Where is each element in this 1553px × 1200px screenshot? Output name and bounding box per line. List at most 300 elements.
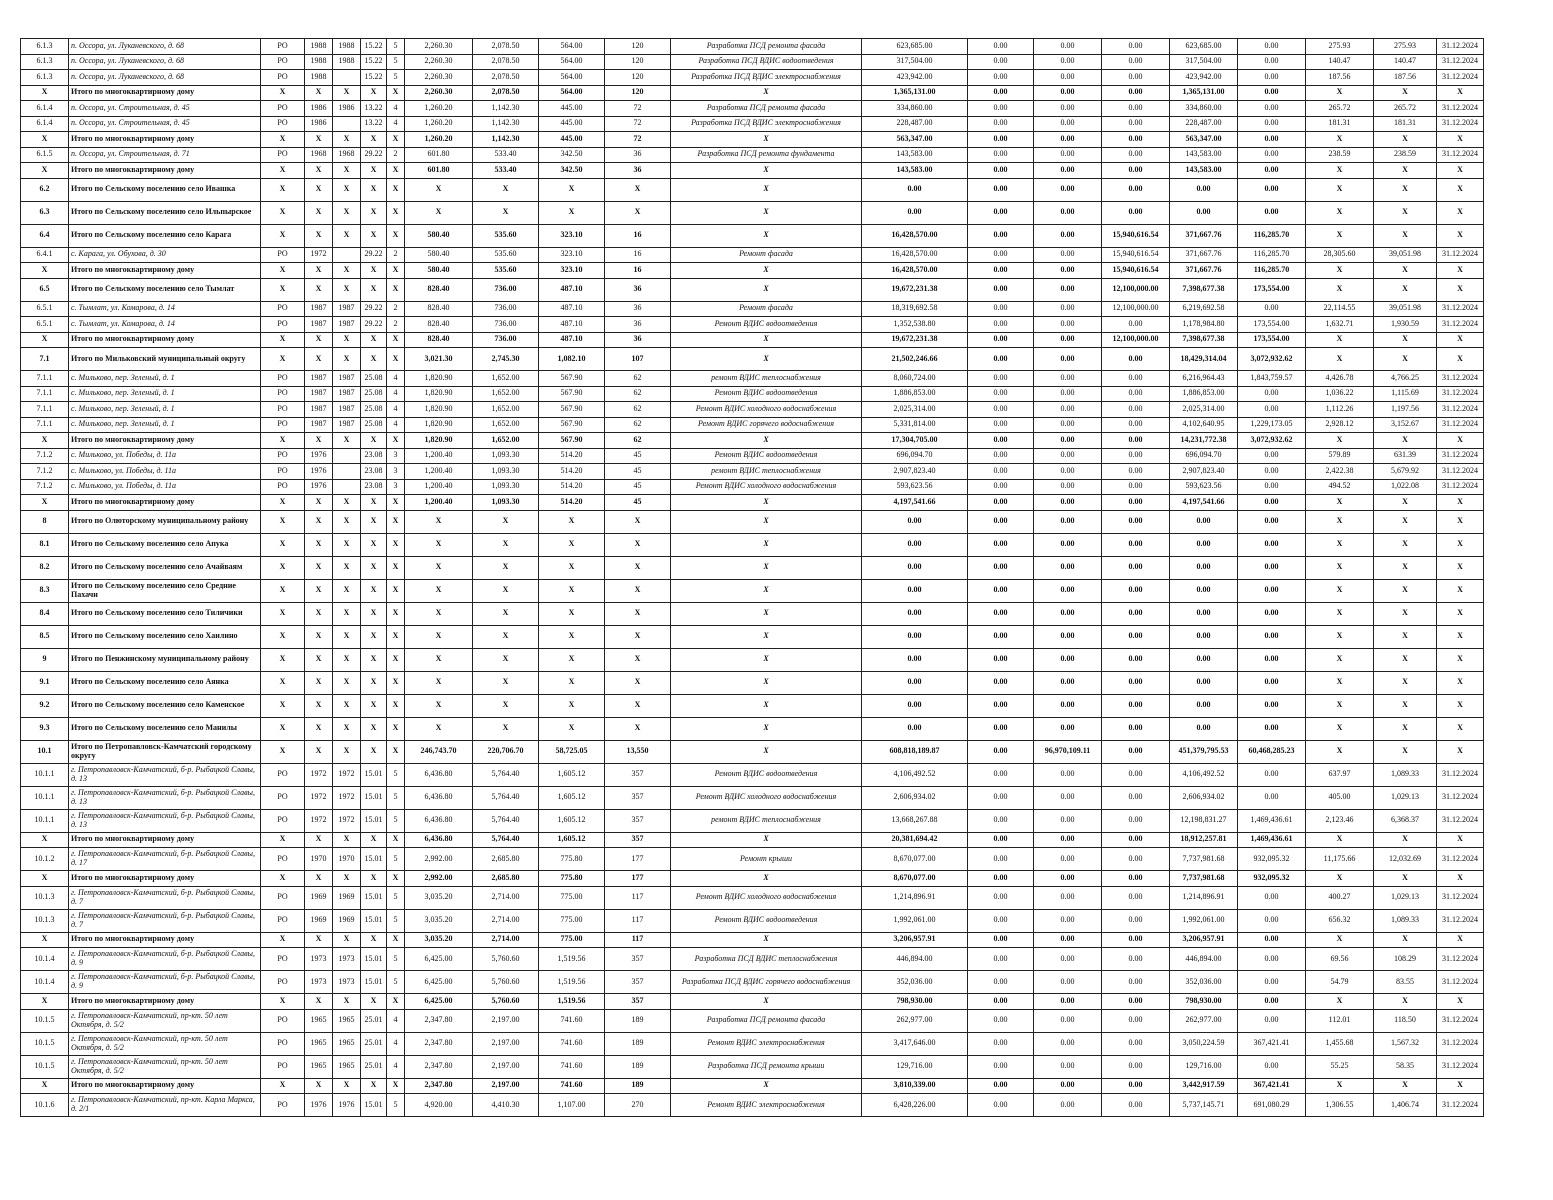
cell-floors: Х — [387, 648, 405, 671]
cell-completion-date: 31.12.2024 — [1437, 39, 1484, 55]
cell-wear-percent: Х — [361, 694, 387, 717]
cell-max-unit-cost: Х — [1374, 163, 1437, 179]
cell-federal-funds: 0.00 — [968, 909, 1034, 932]
cell-common-area: 323.10 — [539, 247, 605, 263]
cell-wear-percent: Х — [361, 648, 387, 671]
cell-unit-cost: Х — [1306, 263, 1374, 279]
cell-municipal-funds: 0.00 — [1102, 886, 1170, 909]
cell-floors: Х — [387, 263, 405, 279]
cell-max-unit-cost: 1,029.13 — [1374, 786, 1437, 809]
cell-status: Х — [261, 871, 305, 887]
cell-federal-funds: 0.00 — [968, 848, 1034, 871]
cell-address: г. Петропавловск-Камчатский, б-р. Рыбацкой Славы, д. 9 — [69, 948, 261, 971]
cell-floors: Х — [387, 224, 405, 247]
cell-residents: 120 — [605, 70, 671, 86]
cell-fund-funds: 1,886,853.00 — [1170, 386, 1238, 402]
subtotal-row — [21, 495, 1484, 511]
cell-fund-funds: 7,737,981.68 — [1170, 871, 1238, 887]
cell-federal-funds: 0.00 — [968, 1055, 1034, 1078]
cell-regional-funds: 0.00 — [1034, 278, 1102, 301]
cell-fund-funds: 6,216,964.43 — [1170, 371, 1238, 387]
cell-completion-date: Х — [1437, 163, 1484, 179]
cell-residents: 120 — [605, 85, 671, 101]
cell-floors: 4 — [387, 417, 405, 433]
subtotal-row — [21, 132, 1484, 148]
subtotal-row — [21, 648, 1484, 671]
cell-total-area: Х — [405, 648, 473, 671]
cell-municipal-funds: 0.00 — [1102, 848, 1170, 871]
cell-row-number: 6.3 — [21, 201, 69, 224]
cell-total-area: 828.40 — [405, 317, 473, 333]
cell-residents: 72 — [605, 132, 671, 148]
cell-total-cost: 593,623.56 — [862, 479, 968, 495]
cell-floors: Х — [387, 1078, 405, 1094]
cell-total-area: 1,820.90 — [405, 417, 473, 433]
cell-wear-percent: Х — [361, 994, 387, 1010]
cell-regional-funds: 0.00 — [1034, 648, 1102, 671]
cell-regional-funds: 0.00 — [1034, 132, 1102, 148]
cell-completion-date: Х — [1437, 510, 1484, 533]
cell-municipal-funds: 0.00 — [1102, 763, 1170, 786]
cell-work-type: Х — [671, 533, 862, 556]
table-row — [21, 147, 1484, 163]
cell-floors: 5 — [387, 909, 405, 932]
cell-federal-funds: 0.00 — [968, 1078, 1034, 1094]
cell-year-commissioned: 1972 — [333, 763, 361, 786]
cell-address: г. Петропавловск-Камчатский, б-р. Рыбацкой Славы, д. 7 — [69, 886, 261, 909]
cell-floors: 3 — [387, 464, 405, 480]
cell-total-cost: 4,197,541.66 — [862, 495, 968, 511]
cell-total-cost: 0.00 — [862, 579, 968, 602]
cell-municipal-funds: 0.00 — [1102, 402, 1170, 418]
cell-year-commissioned: Х — [333, 224, 361, 247]
cell-federal-funds: 0.00 — [968, 1032, 1034, 1055]
cell-status: РО — [261, 386, 305, 402]
cell-common-area: 323.10 — [539, 224, 605, 247]
cell-address: Итого по Сельскому поселению село Тиличики — [69, 602, 261, 625]
cell-total-area: 2,260.30 — [405, 85, 473, 101]
cell-year-commissioned: 1987 — [333, 371, 361, 387]
cell-municipal-funds: 0.00 — [1102, 809, 1170, 832]
cell-year-built: Х — [305, 533, 333, 556]
cell-year-built: 1972 — [305, 786, 333, 809]
cell-floors: Х — [387, 495, 405, 511]
cell-federal-funds: 0.00 — [968, 54, 1034, 70]
cell-wear-percent: Х — [361, 932, 387, 948]
cell-year-commissioned: 1987 — [333, 386, 361, 402]
cell-total-area: Х — [405, 602, 473, 625]
cell-owner-funds: 0.00 — [1238, 763, 1306, 786]
cell-total-cost: 8,670,077.00 — [862, 848, 968, 871]
cell-municipal-funds: 0.00 — [1102, 178, 1170, 201]
cell-unit-cost: Х — [1306, 740, 1374, 763]
cell-owner-funds: 116,285.70 — [1238, 224, 1306, 247]
cell-federal-funds: 0.00 — [968, 763, 1034, 786]
cell-municipal-funds: 0.00 — [1102, 694, 1170, 717]
cell-floors: 2 — [387, 247, 405, 263]
cell-year-commissioned — [333, 464, 361, 480]
cell-living-area: 2,197.00 — [473, 1009, 539, 1032]
cell-owner-funds: 0.00 — [1238, 402, 1306, 418]
cell-status: РО — [261, 417, 305, 433]
cell-living-area: 2,197.00 — [473, 1032, 539, 1055]
cell-status: Х — [261, 579, 305, 602]
cell-living-area: 2,714.00 — [473, 886, 539, 909]
cell-living-area: 1,093.30 — [473, 479, 539, 495]
cell-wear-percent: 23.08 — [361, 479, 387, 495]
cell-residents: Х — [605, 717, 671, 740]
cell-total-cost: 563,347.00 — [862, 132, 968, 148]
cell-completion-date: Х — [1437, 278, 1484, 301]
cell-unit-cost: 181.31 — [1306, 116, 1374, 132]
cell-regional-funds: 0.00 — [1034, 671, 1102, 694]
cell-total-area: 3,035.20 — [405, 932, 473, 948]
table-row — [21, 909, 1484, 932]
cell-year-commissioned: Х — [333, 278, 361, 301]
cell-address: с. Мильково, ул. Победы, д. 11а — [69, 464, 261, 480]
cell-work-type: Разработка ПСД ремонта фасада — [671, 101, 862, 117]
cell-common-area: 1,605.12 — [539, 809, 605, 832]
cell-year-commissioned: Х — [333, 648, 361, 671]
cell-year-built: Х — [305, 263, 333, 279]
cell-total-cost: 16,428,570.00 — [862, 263, 968, 279]
cell-completion-date: Х — [1437, 348, 1484, 371]
table-row — [21, 848, 1484, 871]
cell-common-area: Х — [539, 648, 605, 671]
cell-living-area: 1,652.00 — [473, 417, 539, 433]
cell-total-area: 601.80 — [405, 147, 473, 163]
cell-living-area: 736.00 — [473, 317, 539, 333]
cell-regional-funds: 0.00 — [1034, 332, 1102, 348]
cell-max-unit-cost: 1,089.33 — [1374, 909, 1437, 932]
cell-row-number: 9 — [21, 648, 69, 671]
cell-unit-cost: Х — [1306, 871, 1374, 887]
cell-floors: 5 — [387, 39, 405, 55]
cell-year-commissioned: 1965 — [333, 1009, 361, 1032]
cell-max-unit-cost: Х — [1374, 332, 1437, 348]
cell-status: РО — [261, 247, 305, 263]
cell-year-commissioned: Х — [333, 85, 361, 101]
cell-common-area: 567.90 — [539, 386, 605, 402]
cell-wear-percent: Х — [361, 602, 387, 625]
subtotal-row — [21, 694, 1484, 717]
cell-federal-funds: 0.00 — [968, 301, 1034, 317]
cell-municipal-funds: 0.00 — [1102, 909, 1170, 932]
cell-total-area: 6,436.80 — [405, 832, 473, 848]
cell-address: Итого по многоквартирному дому — [69, 871, 261, 887]
cell-total-area: 2,992.00 — [405, 848, 473, 871]
cell-completion-date: 31.12.2024 — [1437, 886, 1484, 909]
cell-total-area: Х — [405, 201, 473, 224]
cell-floors: Х — [387, 510, 405, 533]
cell-row-number: 10.1.3 — [21, 909, 69, 932]
cell-total-area: 1,200.40 — [405, 495, 473, 511]
table-row — [21, 1009, 1484, 1032]
cell-work-type: Х — [671, 994, 862, 1010]
cell-total-area: 2,260.30 — [405, 54, 473, 70]
subtotal-row — [21, 717, 1484, 740]
cell-address: с. Мильково, ул. Победы, д. 11а — [69, 479, 261, 495]
cell-total-cost: 1,886,853.00 — [862, 386, 968, 402]
cell-year-commissioned: Х — [333, 533, 361, 556]
cell-address: п. Оссора, ул. Луканевского, д. 68 — [69, 70, 261, 86]
cell-address: Итого по многоквартирному дому — [69, 433, 261, 449]
cell-work-type: Ремонт ВДИС горячего водоснабжения — [671, 417, 862, 433]
cell-regional-funds: 0.00 — [1034, 54, 1102, 70]
cell-owner-funds: 691,080.29 — [1238, 1094, 1306, 1117]
cell-owner-funds: 0.00 — [1238, 39, 1306, 55]
cell-total-area: 3,035.20 — [405, 886, 473, 909]
cell-floors: 5 — [387, 763, 405, 786]
cell-unit-cost: Х — [1306, 533, 1374, 556]
cell-year-commissioned — [333, 70, 361, 86]
cell-status: Х — [261, 510, 305, 533]
cell-completion-date: Х — [1437, 201, 1484, 224]
cell-max-unit-cost: Х — [1374, 495, 1437, 511]
cell-completion-date: 31.12.2024 — [1437, 464, 1484, 480]
cell-completion-date: Х — [1437, 224, 1484, 247]
cell-address: Итого по Сельскому поселению село Аянка — [69, 671, 261, 694]
cell-residents: 36 — [605, 147, 671, 163]
cell-year-built: Х — [305, 495, 333, 511]
cell-unit-cost: Х — [1306, 163, 1374, 179]
cell-municipal-funds: 0.00 — [1102, 386, 1170, 402]
cell-regional-funds: 0.00 — [1034, 717, 1102, 740]
cell-floors: Х — [387, 740, 405, 763]
cell-unit-cost: 1,455.68 — [1306, 1032, 1374, 1055]
cell-completion-date: 31.12.2024 — [1437, 809, 1484, 832]
cell-residents: 117 — [605, 886, 671, 909]
cell-regional-funds: 0.00 — [1034, 1094, 1102, 1117]
cell-work-type: Ремонт ВДИС водоотведения — [671, 763, 862, 786]
cell-floors: Х — [387, 871, 405, 887]
cell-wear-percent: Х — [361, 740, 387, 763]
cell-total-area: 601.80 — [405, 163, 473, 179]
cell-completion-date: 31.12.2024 — [1437, 116, 1484, 132]
cell-common-area: 564.00 — [539, 54, 605, 70]
cell-municipal-funds: 0.00 — [1102, 948, 1170, 971]
cell-completion-date: Х — [1437, 1078, 1484, 1094]
cell-wear-percent: 15.22 — [361, 54, 387, 70]
cell-status: РО — [261, 39, 305, 55]
cell-completion-date: 31.12.2024 — [1437, 948, 1484, 971]
cell-address: с. Мильково, пер. Зеленый, д. 1 — [69, 386, 261, 402]
cell-federal-funds: 0.00 — [968, 263, 1034, 279]
cell-work-type: Х — [671, 510, 862, 533]
cell-residents: 62 — [605, 433, 671, 449]
cell-total-cost: 0.00 — [862, 510, 968, 533]
cell-regional-funds: 0.00 — [1034, 178, 1102, 201]
cell-work-type: Ремонт ВДИС водоотведения — [671, 909, 862, 932]
cell-year-commissioned: Х — [333, 740, 361, 763]
cell-total-area: 4,920.00 — [405, 1094, 473, 1117]
cell-common-area: 567.90 — [539, 417, 605, 433]
cell-completion-date: Х — [1437, 740, 1484, 763]
cell-unit-cost: Х — [1306, 1078, 1374, 1094]
cell-federal-funds: 0.00 — [968, 348, 1034, 371]
cell-common-area: Х — [539, 717, 605, 740]
cell-common-area: 775.80 — [539, 848, 605, 871]
cell-completion-date: Х — [1437, 871, 1484, 887]
cell-max-unit-cost: Х — [1374, 510, 1437, 533]
cell-total-area: 2,992.00 — [405, 871, 473, 887]
table-row — [21, 101, 1484, 117]
cell-row-number: 6.1.5 — [21, 147, 69, 163]
cell-year-built: Х — [305, 201, 333, 224]
cell-floors: 5 — [387, 848, 405, 871]
cell-max-unit-cost: 39,051.98 — [1374, 247, 1437, 263]
cell-year-built: Х — [305, 994, 333, 1010]
cell-floors: 4 — [387, 1009, 405, 1032]
cell-work-type: ремонт ВДИС теплоснабжения — [671, 809, 862, 832]
cell-regional-funds: 0.00 — [1034, 602, 1102, 625]
cell-row-number: Х — [21, 433, 69, 449]
cell-max-unit-cost: Х — [1374, 832, 1437, 848]
cell-regional-funds: 0.00 — [1034, 116, 1102, 132]
cell-common-area: 1,605.12 — [539, 763, 605, 786]
cell-regional-funds: 0.00 — [1034, 971, 1102, 994]
cell-floors: 4 — [387, 386, 405, 402]
cell-unit-cost: 637.97 — [1306, 763, 1374, 786]
cell-owner-funds: 116,285.70 — [1238, 247, 1306, 263]
cell-floors: 2 — [387, 147, 405, 163]
subtotal-row — [21, 871, 1484, 887]
cell-regional-funds: 0.00 — [1034, 871, 1102, 887]
cell-federal-funds: 0.00 — [968, 671, 1034, 694]
cell-floors: 5 — [387, 948, 405, 971]
cell-living-area: 1,652.00 — [473, 371, 539, 387]
cell-common-area: 445.00 — [539, 132, 605, 148]
cell-address: Итого по Сельскому поселению село Хаилино — [69, 625, 261, 648]
cell-row-number: 10.1.3 — [21, 886, 69, 909]
cell-status: Х — [261, 556, 305, 579]
cell-max-unit-cost: Х — [1374, 433, 1437, 449]
cell-year-commissioned: Х — [333, 510, 361, 533]
cell-total-cost: 5,331,814.00 — [862, 417, 968, 433]
cell-address: г. Петропавловск-Камчатский, пр-кт. 50 лет Октября, д. 5/2 — [69, 1009, 261, 1032]
cell-federal-funds: 0.00 — [968, 602, 1034, 625]
cell-completion-date: Х — [1437, 625, 1484, 648]
cell-total-area: 1,820.90 — [405, 402, 473, 418]
cell-living-area: 2,745.30 — [473, 348, 539, 371]
cell-floors: Х — [387, 832, 405, 848]
cell-unit-cost: 265.72 — [1306, 101, 1374, 117]
cell-status: РО — [261, 479, 305, 495]
cell-address: Итого по Пенжинскому муниципальному району — [69, 648, 261, 671]
cell-floors: Х — [387, 579, 405, 602]
cell-total-cost: 352,036.00 — [862, 971, 968, 994]
cell-residents: 177 — [605, 848, 671, 871]
cell-municipal-funds: 0.00 — [1102, 39, 1170, 55]
cell-federal-funds: 0.00 — [968, 1009, 1034, 1032]
cell-status: Х — [261, 348, 305, 371]
cell-year-built: Х — [305, 740, 333, 763]
cell-completion-date: Х — [1437, 717, 1484, 740]
cell-work-type: Разработка ПСД ремонта крыши — [671, 1055, 862, 1078]
table-row — [21, 886, 1484, 909]
cell-floors: Х — [387, 348, 405, 371]
cell-address: Итого по Олюторскому муниципальному району — [69, 510, 261, 533]
cell-municipal-funds: 0.00 — [1102, 101, 1170, 117]
cell-completion-date: Х — [1437, 556, 1484, 579]
cell-completion-date: 31.12.2024 — [1437, 909, 1484, 932]
cell-municipal-funds: 0.00 — [1102, 433, 1170, 449]
cell-completion-date: 31.12.2024 — [1437, 147, 1484, 163]
cell-year-built: 1987 — [305, 386, 333, 402]
cell-year-commissioned: 1970 — [333, 848, 361, 871]
subtotal-row — [21, 579, 1484, 602]
cell-living-area: 533.40 — [473, 147, 539, 163]
cell-work-type: Х — [671, 263, 862, 279]
cell-status: Х — [261, 332, 305, 348]
cell-year-built: 1965 — [305, 1032, 333, 1055]
cell-owner-funds: 0.00 — [1238, 201, 1306, 224]
cell-fund-funds: 0.00 — [1170, 648, 1238, 671]
cell-address: г. Петропавловск-Камчатский, б-р. Рыбацкой Славы, д. 9 — [69, 971, 261, 994]
cell-wear-percent: Х — [361, 332, 387, 348]
cell-total-cost: 446,894.00 — [862, 948, 968, 971]
cell-federal-funds: 0.00 — [968, 317, 1034, 333]
cell-federal-funds: 0.00 — [968, 332, 1034, 348]
cell-regional-funds: 0.00 — [1034, 510, 1102, 533]
cell-year-built: Х — [305, 625, 333, 648]
cell-address: Итого по многоквартирному дому — [69, 85, 261, 101]
cell-max-unit-cost: 181.31 — [1374, 116, 1437, 132]
cell-unit-cost: 55.25 — [1306, 1055, 1374, 1078]
cell-total-area: Х — [405, 579, 473, 602]
cell-common-area: 323.10 — [539, 263, 605, 279]
cell-year-commissioned: 1973 — [333, 948, 361, 971]
cell-common-area: 564.00 — [539, 39, 605, 55]
cell-fund-funds: 3,442,917.59 — [1170, 1078, 1238, 1094]
cell-common-area: Х — [539, 625, 605, 648]
cell-wear-percent: Х — [361, 163, 387, 179]
cell-work-type: Х — [671, 433, 862, 449]
cell-living-area: 2,685.80 — [473, 848, 539, 871]
table-row — [21, 70, 1484, 86]
cell-regional-funds: 0.00 — [1034, 763, 1102, 786]
cell-floors: 5 — [387, 809, 405, 832]
cell-owner-funds: 0.00 — [1238, 464, 1306, 480]
cell-address: Итого по Петропавловск-Камчатский городскому округу — [69, 740, 261, 763]
cell-completion-date: 31.12.2024 — [1437, 386, 1484, 402]
cell-max-unit-cost: Х — [1374, 694, 1437, 717]
cell-year-commissioned: Х — [333, 556, 361, 579]
cell-fund-funds: 228,487.00 — [1170, 116, 1238, 132]
cell-row-number: 7.1.2 — [21, 479, 69, 495]
cell-year-commissioned: 1965 — [333, 1055, 361, 1078]
capital-repair-table — [20, 38, 1484, 1117]
cell-completion-date: 31.12.2024 — [1437, 317, 1484, 333]
cell-status: Х — [261, 671, 305, 694]
cell-common-area: Х — [539, 510, 605, 533]
cell-completion-date: Х — [1437, 178, 1484, 201]
cell-wear-percent: Х — [361, 579, 387, 602]
cell-wear-percent: 25.01 — [361, 1055, 387, 1078]
cell-year-built: Х — [305, 717, 333, 740]
cell-unit-cost: Х — [1306, 579, 1374, 602]
cell-federal-funds: 0.00 — [968, 717, 1034, 740]
cell-year-commissioned: 1972 — [333, 786, 361, 809]
cell-total-cost: 2,606,934.02 — [862, 786, 968, 809]
cell-year-commissioned: 1988 — [333, 39, 361, 55]
cell-regional-funds: 0.00 — [1034, 948, 1102, 971]
cell-floors: Х — [387, 556, 405, 579]
cell-living-area: 736.00 — [473, 278, 539, 301]
cell-total-area: 6,436.80 — [405, 786, 473, 809]
cell-wear-percent: Х — [361, 224, 387, 247]
cell-address: с. Мильково, пер. Зеленый, д. 1 — [69, 417, 261, 433]
